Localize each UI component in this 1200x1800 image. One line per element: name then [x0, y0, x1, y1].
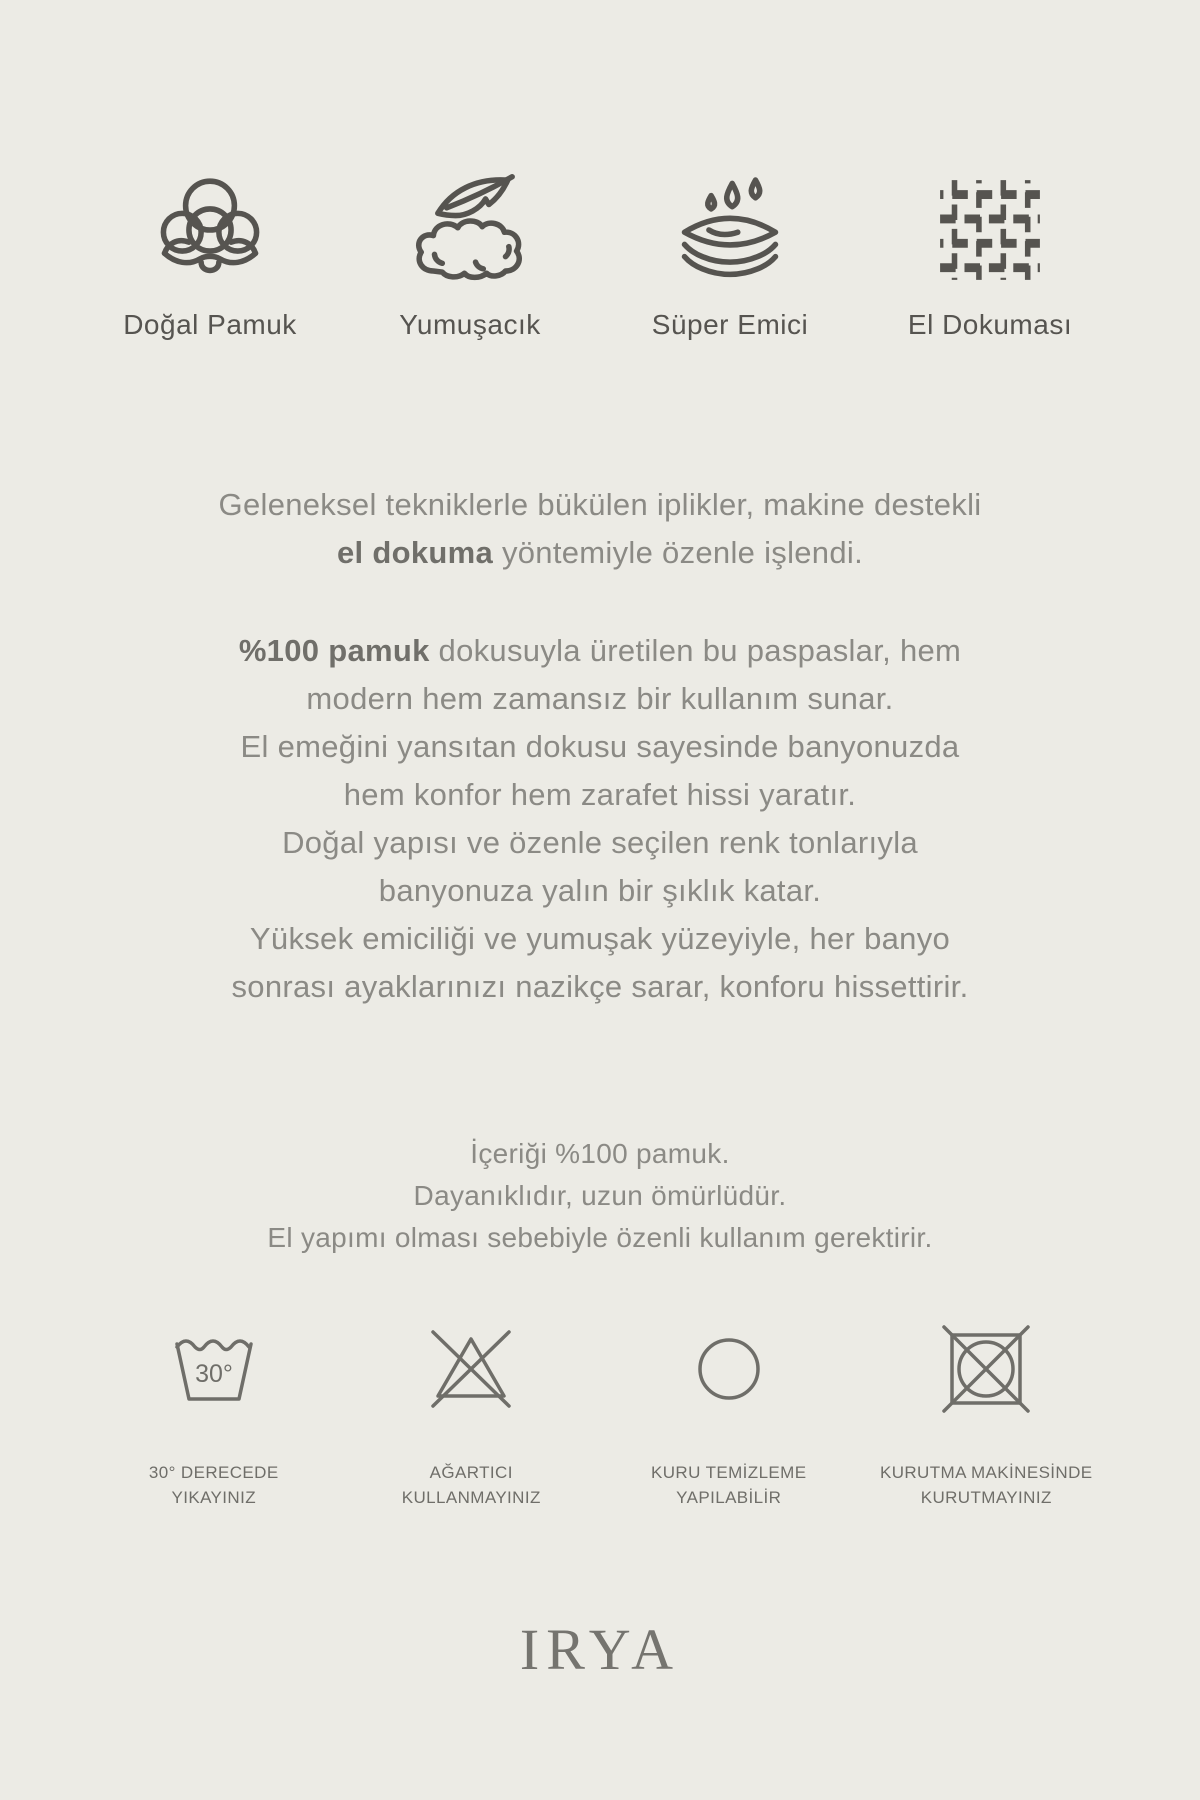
intro-bold-text: el dokuma [337, 535, 494, 570]
feature-label: Süper Emici [651, 309, 809, 340]
care-no-tumble-dry [858, 1319, 1116, 1510]
description-line: %100 pamuk dokusuyla üretilen bu paspaslar, hem [238, 633, 962, 668]
care-label: AĞARTICI KULLANMAYINIZ [401, 1463, 541, 1507]
care-dry-clean [600, 1319, 858, 1510]
description-line: modern hem zamansız bir kullanım sunar. [306, 681, 894, 716]
description-bold-text: %100 pamuk [238, 633, 430, 668]
woven-fabric-icon [929, 168, 1051, 292]
feature-el-dokumasi [860, 168, 1120, 341]
material-note-line: Dayanıklıdır, uzun ömürlüdür. [413, 1180, 787, 1211]
description-line: Yüksek emiciliği ve yumuşak yüzeyiyle, her banyo [249, 921, 951, 956]
intro-paragraph [0, 481, 1200, 577]
care-wash-30 [85, 1319, 343, 1510]
wash-temperature-text: 30° [194, 1360, 233, 1388]
feature-label: Doğal Pamuk [123, 309, 297, 340]
description-line: hem konfor hem zarafet hissi yaratır. [343, 777, 857, 812]
absorbent-layers-icon [669, 168, 791, 292]
care-label: KURU TEMİZLEME YAPILABİLİR [651, 1463, 807, 1507]
care-no-bleach [343, 1319, 601, 1510]
no-bleach-icon [419, 1319, 523, 1419]
care-instructions-row [85, 1319, 1115, 1510]
description-line: El emeğini yansıtan dokusu sayesinde banyonuzda [240, 729, 960, 764]
feature-yumusacik [340, 168, 600, 341]
wash-30-icon [162, 1319, 266, 1419]
no-tumble-dry-icon [934, 1319, 1038, 1419]
description-line: Doğal yapısı ve özenle seçilen renk tonlarıyla [282, 825, 918, 860]
cotton-icon [149, 168, 271, 292]
care-label: 30° DERECEDE YIKAYINIZ [148, 1463, 279, 1507]
material-note-line: İçeriği %100 pamuk. [470, 1138, 730, 1169]
material-note-paragraph [0, 1133, 1200, 1259]
feature-dogal-pamuk [80, 168, 340, 341]
description-line: sonrası ayaklarınızı nazikçe sarar, konforu hissettirir. [231, 969, 969, 1004]
features-row [80, 168, 1120, 341]
intro-line-1: Geleneksel tekniklerle bükülen iplikler, makine destekli [218, 487, 982, 522]
material-note-line: El yapımı olması sebebiyle özenli kullanım gerektirir. [267, 1222, 933, 1253]
feather-cloud-icon [409, 168, 531, 292]
brand-logo: IRYA [519, 1617, 681, 1682]
intro-line-2: el dokuma yöntemiyle özenle işlendi. [337, 535, 863, 570]
description-line: banyonuza yalın bir şıklık katar. [378, 873, 822, 908]
feature-label: Yumuşacık [399, 309, 541, 340]
feature-super-emici [600, 168, 860, 341]
description-paragraph [0, 627, 1200, 1011]
dry-clean-icon [677, 1319, 781, 1419]
feature-label: El Dokuması [907, 309, 1073, 340]
care-label: KURUTMA MAKİNESİNDE KURUTMAYINIZ [879, 1463, 1093, 1507]
